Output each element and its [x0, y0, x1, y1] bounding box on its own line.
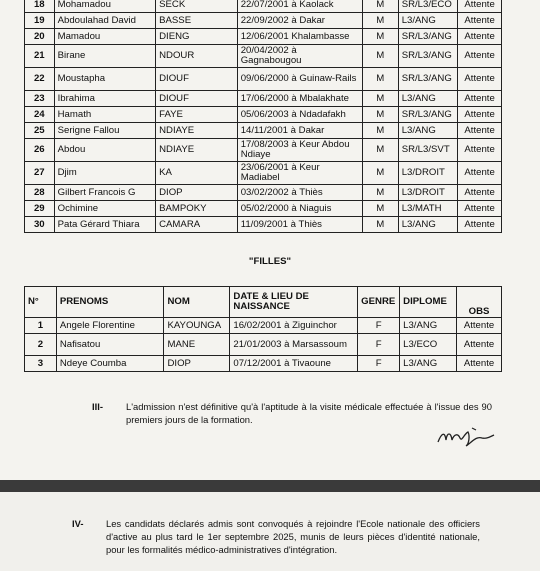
cell-diplome: L3/ANG [398, 91, 458, 107]
cell-nom: DIOP [164, 356, 230, 372]
cell-prenom: Abdoulahad David [54, 13, 156, 29]
cell-date: 03/02/2002 à Thiès [237, 185, 362, 201]
cell-diplome: SR/L3/ANG [398, 29, 458, 45]
cell-nom: CAMARA [156, 217, 238, 233]
header-prenoms: PRENOMS [56, 287, 164, 318]
cell-prenom: Moustapha [54, 68, 156, 91]
cell-genre: F [358, 318, 400, 334]
cell-number: 19 [25, 13, 55, 29]
cell-date: 22/09/2002 à Dakar [237, 13, 362, 29]
table-row [25, 318, 502, 334]
cell-prenom: Abdou [54, 139, 156, 162]
document-page-2 [0, 492, 540, 571]
cell-nom: NDIAYE [156, 139, 238, 162]
cell-nom: BAMPOKY [156, 201, 238, 217]
cell-number: 29 [25, 201, 55, 217]
cell-date: 11/09/2001 à Thiès [237, 217, 362, 233]
cell-date: 05/06/2003 à Ndadafakh [237, 107, 362, 123]
cell-number: 2 [25, 334, 57, 356]
cell-obs: Attente [458, 91, 502, 107]
cell-diplome: L3/ANG [398, 13, 458, 29]
cell-date: 05/02/2000 à Niaguis [237, 201, 362, 217]
cell-genre: M [362, 68, 398, 91]
cell-date: 23/06/2001 à Keur Madiabel [237, 162, 362, 185]
cell-genre: M [362, 201, 398, 217]
cell-prenom: Birane [54, 45, 156, 68]
table-row [25, 139, 502, 162]
cell-prenom: Djim [54, 162, 156, 185]
cell-prenom: Pata Gérard Thiara [54, 217, 156, 233]
cell-date: 07/12/2001 à Tivaoune [230, 356, 358, 372]
section-iv-text: Les candidats déclarés admis sont convoqués à rejoindre l'Ecole nationale des officiers d'active au plus tard le 1er septembre 2025, munis de leurs pièces d'identité nationale, pour les formalités médico-administratives d'intégration. [106, 518, 480, 555]
cell-prenom: Ochimine [54, 201, 156, 217]
cell-obs: Attente [458, 123, 502, 139]
cell-number: 24 [25, 107, 55, 123]
cell-diplome: SR/L3/SVT [398, 139, 458, 162]
cell-genre: M [362, 162, 398, 185]
cell-number: 28 [25, 185, 55, 201]
signature-icon [436, 424, 496, 450]
cell-diplome: L3/DROIT [398, 185, 458, 201]
table-row [25, 13, 502, 29]
cell-number: 22 [25, 68, 55, 91]
cell-diplome: L3/ANG [398, 217, 458, 233]
header-n: N° [25, 287, 57, 318]
cell-prenom: Nafisatou [56, 334, 164, 356]
header-diplome: DIPLOME [400, 287, 457, 318]
cell-nom: FAYE [156, 107, 238, 123]
table-row [25, 107, 502, 123]
cell-nom: DIOUF [156, 68, 238, 91]
cell-genre: M [362, 91, 398, 107]
header-obs: OBS [457, 287, 502, 318]
cell-obs: Attente [458, 45, 502, 68]
cell-diplome: SR/L3/ECO [398, 0, 458, 13]
cell-diplome: L3/MATH [398, 201, 458, 217]
cell-number: 1 [25, 318, 57, 334]
cell-prenom: Angele Florentine [56, 318, 164, 334]
cell-date: 12/06/2001 Khalambasse [237, 29, 362, 45]
cell-prenom: Ndeye Coumba [56, 356, 164, 372]
section-iii-number: III- [92, 401, 103, 412]
cell-number: 30 [25, 217, 55, 233]
cell-prenom: Ibrahima [54, 91, 156, 107]
cell-diplome: L3/ECO [400, 334, 457, 356]
cell-number: 3 [25, 356, 57, 372]
header-date: DATE & LIEU DE NAISSANCE [230, 287, 358, 318]
cell-obs: Attente [458, 0, 502, 13]
cell-date: 16/02/2001 à Ziguinchor [230, 318, 358, 334]
cell-diplome: L3/DROIT [398, 162, 458, 185]
table-row [25, 123, 502, 139]
cell-date: 20/04/2002 à Gagnabougou [237, 45, 362, 68]
cell-number: 23 [25, 91, 55, 107]
header-nom: NOM [164, 287, 230, 318]
table-row [25, 45, 502, 68]
cell-genre: M [362, 107, 398, 123]
cell-obs: Attente [458, 139, 502, 162]
table-row [25, 29, 502, 45]
cell-obs: Attente [457, 318, 502, 334]
cell-obs: Attente [458, 162, 502, 185]
table-row [25, 0, 502, 13]
cell-date: 17/06/2000 à Mbalakhate [237, 91, 362, 107]
cell-nom: DIOUF [156, 91, 238, 107]
cell-number: 25 [25, 123, 55, 139]
cell-number: 18 [25, 0, 55, 13]
cell-diplome: L3/ANG [400, 318, 457, 334]
cell-nom: DIOP [156, 185, 238, 201]
cell-nom: NDIAYE [156, 123, 238, 139]
section-iii-text: L'admission n'est définitive qu'à l'aptitude à la visite médicale effectuée à l'issue des 90 premiers jours de la formation. [126, 401, 492, 425]
cell-diplome: SR/L3/ANG [398, 68, 458, 91]
cell-genre: M [362, 185, 398, 201]
cell-genre: F [358, 334, 400, 356]
cell-obs: Attente [458, 107, 502, 123]
cell-diplome: SR/L3/ANG [398, 107, 458, 123]
table-row [25, 201, 502, 217]
cell-genre: F [358, 356, 400, 372]
cell-nom: BASSE [156, 13, 238, 29]
cell-prenom: Gilbert Francois G [54, 185, 156, 201]
table-row [25, 162, 502, 185]
cell-prenom: Mamadou [54, 29, 156, 45]
cell-nom: SECK [156, 0, 238, 13]
cell-obs: Attente [458, 217, 502, 233]
cell-genre: M [362, 45, 398, 68]
cell-number: 27 [25, 162, 55, 185]
header-genre: GENRE [358, 287, 400, 318]
garcons-table [24, 0, 502, 233]
cell-genre: M [362, 139, 398, 162]
cell-obs: Attente [457, 356, 502, 372]
cell-genre: M [362, 217, 398, 233]
table-row [25, 91, 502, 107]
cell-nom: KA [156, 162, 238, 185]
cell-obs: Attente [458, 185, 502, 201]
cell-date: 17/08/2003 à Keur Abdou Ndiaye [237, 139, 362, 162]
cell-genre: M [362, 123, 398, 139]
cell-obs: Attente [457, 334, 502, 356]
cell-date: 22/07/2001 à Kaolack [237, 0, 362, 13]
cell-obs: Attente [458, 29, 502, 45]
cell-number: 26 [25, 139, 55, 162]
cell-nom: NDOUR [156, 45, 238, 68]
table-row [25, 334, 502, 356]
table-row [25, 217, 502, 233]
cell-genre: M [362, 29, 398, 45]
filles-title: "FILLES" [248, 256, 292, 267]
section-iv-number: IV- [72, 518, 84, 529]
filles-table [24, 286, 502, 372]
cell-prenom: Mohamadou [54, 0, 156, 13]
cell-nom: MANE [164, 334, 230, 356]
cell-diplome: L3/ANG [400, 356, 457, 372]
cell-date: 09/06/2000 à Guinaw-Rails [237, 68, 362, 91]
cell-date: 14/11/2001 à Dakar [237, 123, 362, 139]
cell-number: 20 [25, 29, 55, 45]
table-row [25, 356, 502, 372]
page-separator [0, 480, 540, 492]
cell-diplome: L3/ANG [398, 123, 458, 139]
cell-obs: Attente [458, 201, 502, 217]
cell-nom: DIENG [156, 29, 238, 45]
cell-prenom: Serigne Fallou [54, 123, 156, 139]
cell-diplome: SR/L3/ANG [398, 45, 458, 68]
filles-header-row [25, 287, 502, 318]
cell-obs: Attente [458, 68, 502, 91]
cell-genre: M [362, 0, 398, 13]
cell-genre: M [362, 13, 398, 29]
cell-date: 21/01/2003 à Marsassoum [230, 334, 358, 356]
cell-number: 21 [25, 45, 55, 68]
cell-prenom: Hamath [54, 107, 156, 123]
table-row [25, 68, 502, 91]
table-row [25, 185, 502, 201]
cell-obs: Attente [458, 13, 502, 29]
cell-nom: KAYOUNGA [164, 318, 230, 334]
